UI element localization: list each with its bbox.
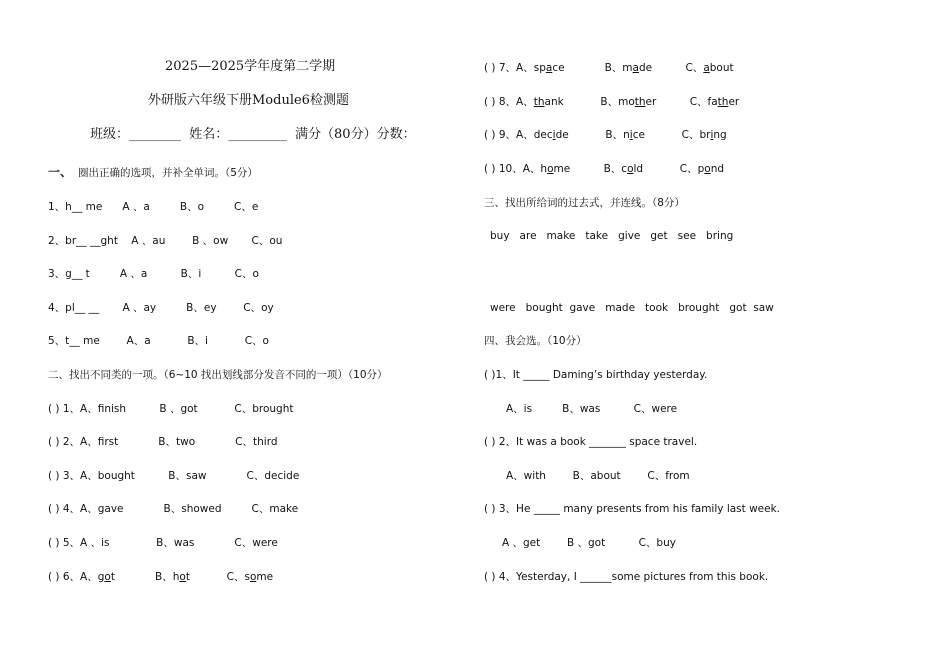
question-4-3: ( ) 3、He _____ many presents from his family last week. (484, 503, 781, 515)
question-1-4: 4、pl__ __ A 、ay B、ey C、oy (48, 302, 274, 314)
section-1-heading: 圈出正确的选项，并补全单词。（5分） (78, 167, 258, 179)
question-1-3: 3、g__ t A 、a B、i C、o (48, 268, 259, 280)
section-1-number: 一、 (48, 165, 73, 179)
verb-list: buy are make take give get see bring (490, 230, 734, 242)
question-1-1: 1、h__ me A 、a B、o C、e (48, 201, 259, 213)
exam-title-year: 2025—2025学年度第二学期 (165, 59, 336, 74)
question-1-2: 2、br__ __ght A 、au B 、ow C、ou (48, 235, 283, 247)
section-4-heading: 四、我会选。（10分） (484, 335, 587, 347)
student-info-line: 班级：________ 姓名：_________ 满分（80分）分数： (90, 127, 416, 142)
question-1-5: 5、t__ me A、a B、i C、o (48, 335, 269, 347)
section-3-heading: 三、找出所给词的过去式，并连线。（8分） (484, 197, 685, 209)
question-4-2: ( ) 2、It was a book _______ space travel. (484, 436, 698, 448)
question-2-6: ( ) 6、A、got B、hot C、some (48, 571, 274, 583)
question-2-7: ( ) 7、A、space B、made C、about (484, 62, 734, 74)
question-2-2: ( ) 2、A、first B、two C、third (48, 436, 278, 448)
question-2-1: ( ) 1、A、finish B 、got C、brought (48, 403, 294, 415)
question-4-3-options: A 、get B 、got C、buy (502, 537, 676, 549)
question-4-4: ( ) 4、Yesterday, I ______some pictures from this book. (484, 571, 769, 583)
question-4-2-options: A、with B、about C、from (506, 470, 690, 482)
question-4-1: ( )1、It _____ Daming’s birthday yesterday. (484, 369, 708, 381)
exam-title-module: 外研版六年级下册Module6检测题 (148, 93, 349, 108)
question-2-8: ( ) 8、A、thank B、mother C、father (484, 96, 740, 108)
question-2-9: ( ) 9、A、decide B、nice C、bring (484, 129, 727, 141)
question-4-1-options: A、is B、was C、were (506, 403, 678, 415)
past-tense-list: were bought gave made took brought got saw (490, 302, 774, 314)
section-2-heading: 二、找出不同类的一项。（6~10 找出划线部分发音不同的一项）（10分） (48, 369, 388, 381)
question-2-4: ( ) 4、A、gave B、showed C、make (48, 503, 299, 515)
question-2-5: ( ) 5、A 、is B、was C、were (48, 537, 278, 549)
question-2-3: ( ) 3、A、bought B、saw C、decide (48, 470, 300, 482)
question-2-10: ( ) 10、A、home B、cold C、pond (484, 163, 725, 175)
